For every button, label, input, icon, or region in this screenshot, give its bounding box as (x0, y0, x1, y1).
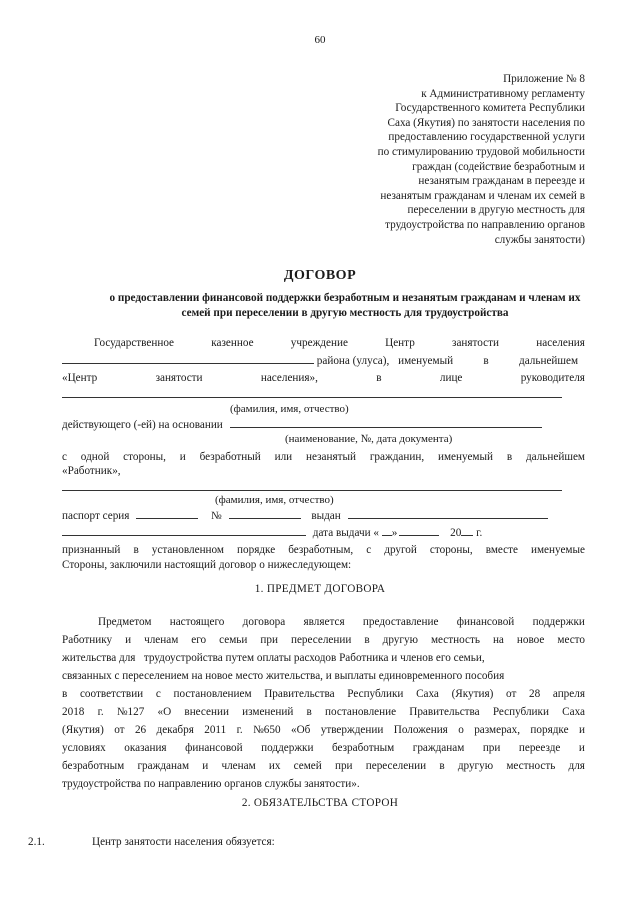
s1-line (62, 633, 585, 647)
word: в (376, 372, 382, 384)
text: действующего (-ей) на основании (62, 419, 223, 431)
word: Правительства (409, 706, 480, 718)
word: Работнику (62, 634, 113, 646)
word: финансовой (185, 742, 243, 754)
word: 26 (134, 724, 147, 736)
appendix-line: Государственного комитета Республики (395, 102, 585, 115)
word: Положения (393, 724, 448, 736)
appendix-line: к Административному регламенту (421, 87, 585, 100)
issued-blank[interactable] (348, 507, 548, 519)
word: для (568, 760, 585, 772)
blank-line[interactable] (62, 352, 314, 364)
word: руководителя (520, 372, 585, 384)
word: декабря (156, 724, 194, 736)
word: занятости (452, 337, 500, 349)
section-2-title: 2. ОБЯЗАТЕЛЬСТВА СТОРОН (241, 797, 399, 809)
appendix-line: переселении в другую местность для (407, 204, 585, 217)
word: безработным (62, 760, 125, 772)
word: размерах, (474, 724, 521, 736)
justified-words (398, 354, 578, 368)
appendix-line: граждан (содействие безработным и (412, 160, 585, 173)
word: занятости (155, 372, 203, 384)
passport-number-blank[interactable] (229, 507, 301, 519)
word: Правительства (264, 688, 335, 700)
preamble-line-5 (62, 416, 585, 432)
word: в (62, 688, 68, 700)
word: казенное (211, 337, 254, 349)
word: предоставление (362, 616, 439, 628)
blank-line-worker[interactable] (62, 490, 562, 491)
word: дальнейшем (519, 355, 579, 367)
word: внесении (184, 706, 229, 718)
word: гражданам (137, 760, 190, 772)
word: г. (236, 724, 243, 736)
word: апреля (552, 688, 585, 700)
word: новое (516, 634, 545, 646)
word: поддержки (261, 742, 314, 754)
passport-series-label: паспорт серия (62, 510, 130, 522)
word: порядке (530, 724, 569, 736)
word: переселении (290, 634, 352, 646)
s1-line (62, 687, 585, 701)
preamble-line-13: Стороны, заключили настоящий договор о нижеследующем: (62, 559, 352, 571)
word: Центр (385, 337, 415, 349)
quote: » (391, 527, 398, 539)
word: финансовой (456, 616, 515, 628)
word: при (260, 634, 278, 646)
issued-label: выдан (311, 510, 341, 522)
appendix-line: трудоустройства по направлению органов (385, 218, 585, 231)
word: семей (293, 760, 322, 772)
word: именуемый (398, 355, 454, 367)
s1-line (62, 723, 585, 737)
word: и (125, 634, 132, 646)
appendix-line: Приложение № 8 (503, 73, 585, 85)
preamble-line-8: «Работник», (62, 465, 121, 477)
appendix-line: по стимулированию трудовой мобильности (377, 145, 585, 158)
appendix-line: службы занятости) (494, 233, 585, 246)
word: настоящего (169, 616, 225, 628)
caption-fio-worker: (фамилия, имя, отчество) (215, 494, 334, 506)
word: при (334, 760, 353, 772)
appendix-line: Саха (Якутия) по занятости населения по (387, 116, 585, 129)
word: на (492, 634, 504, 646)
document-title: ДОГОВОР (283, 268, 357, 283)
word: семьи (219, 634, 248, 646)
year-label: 20 (450, 527, 462, 539)
blank-line[interactable] (230, 416, 542, 428)
word: в (439, 760, 445, 772)
word: Республики (347, 688, 404, 700)
word: условиях (62, 742, 106, 754)
s1-line (62, 759, 585, 773)
word: и (202, 760, 209, 772)
word: населения», (260, 372, 318, 384)
word: договора (242, 616, 286, 628)
word: населения (536, 337, 585, 349)
word: постановлением (173, 688, 252, 700)
word: соответствии (79, 688, 144, 700)
preamble-line-2 (62, 352, 585, 368)
s1-line (62, 615, 585, 629)
day-blank[interactable] (382, 524, 392, 536)
section-1-title: 1. ПРЕДМЕТ ДОГОВОРА (254, 583, 386, 595)
word: и (578, 724, 585, 736)
word: 2011 (204, 724, 227, 736)
word: постановление (325, 706, 397, 718)
s1-line: жительства для трудоустройства путем оплаты расходов Работника и членов его семьи, (62, 652, 485, 664)
word: в (483, 355, 489, 367)
caption-fio: (фамилия, имя, отчество) (230, 403, 349, 415)
word: с (155, 688, 161, 700)
word: (Якутия) (451, 688, 494, 700)
document-subtitle: о предоставлении финансовой поддержки безработным и незанятым гражданам и членам их семей при переселении в другую местность для трудоустройства (109, 292, 581, 319)
preamble-line-3 (62, 371, 585, 385)
appendix-note (285, 72, 585, 247)
appendix-line: незанятым гражданам и членам их семей в (380, 189, 585, 202)
month-blank[interactable] (399, 524, 439, 536)
passport-series-blank[interactable] (136, 507, 198, 519)
appendix-line: предоставлению государственной услуги (388, 131, 585, 144)
word: «О (157, 706, 172, 718)
year-suffix: г. (476, 527, 483, 539)
word: его (191, 634, 207, 646)
passport-line (62, 507, 585, 523)
word: «Центр (62, 372, 98, 384)
passport-number-label: № (211, 510, 222, 522)
word: переселении (365, 760, 427, 772)
preamble-line-1 (62, 336, 585, 350)
word: от (114, 724, 125, 736)
word: местность (430, 634, 480, 646)
word: в (364, 634, 370, 646)
word: является (303, 616, 345, 628)
word: место (557, 634, 585, 646)
year-blank[interactable] (461, 524, 473, 536)
issue-date-label: дата выдачи « (312, 527, 379, 539)
preamble-line-7: с одной стороны, и безработный или незанятый гражданин, именуемый в дальнейшем (62, 451, 585, 463)
word: другую (382, 634, 418, 646)
word: 2018 (62, 706, 85, 718)
word: о (458, 724, 464, 736)
word: безработным (331, 742, 395, 754)
word: изменений (242, 706, 294, 718)
word: и (578, 742, 585, 754)
word: №650 (253, 724, 281, 736)
word: Государственное (94, 337, 175, 349)
issued-by-blank[interactable] (62, 524, 306, 536)
word: при (482, 742, 501, 754)
item-number: 2.1. (28, 836, 45, 848)
word: членам (221, 760, 256, 772)
word: утверждении (320, 724, 384, 736)
blank-line-representative[interactable] (62, 397, 562, 398)
word: г. (97, 706, 104, 718)
word: 28 (529, 688, 541, 700)
word: местность (506, 760, 556, 772)
word: Саха (562, 706, 585, 718)
word: «Об (290, 724, 311, 736)
word: гражданам (412, 742, 465, 754)
word: Саха (416, 688, 439, 700)
word: (Якутия) (62, 724, 104, 736)
word: переезде (518, 742, 561, 754)
word: членам (144, 634, 179, 646)
word: №127 (116, 706, 145, 718)
s1-line (62, 705, 585, 719)
word: в (306, 706, 312, 718)
s1-line: связанных с переселением на новое место жительства, и выплаты единовременного пособия (62, 670, 505, 682)
word: их (268, 760, 281, 772)
word: другую (457, 760, 494, 772)
word: лице (439, 372, 463, 384)
preamble-line-12: признанный в установленном порядке безработным, с другой стороны, вместе именуемые (62, 544, 585, 556)
page-number: 60 (314, 34, 326, 46)
appendix-line: незанятым гражданам в переезде и (418, 175, 585, 188)
s1-line: трудоустройства по направлению органов службы занятости». (62, 778, 360, 790)
word: поддержки (532, 616, 585, 628)
word: оказания (124, 742, 167, 754)
s1-line (62, 741, 585, 755)
word: учреждение (290, 337, 348, 349)
caption-document: (наименование, №, дата документа) (285, 433, 453, 445)
word: Предметом (98, 616, 152, 628)
text: района (улуса), (316, 355, 390, 367)
word: от (506, 688, 517, 700)
issue-date-line (62, 524, 585, 540)
item-text: Центр занятости населения обязуется: (92, 836, 275, 848)
word: Республики (492, 706, 549, 718)
